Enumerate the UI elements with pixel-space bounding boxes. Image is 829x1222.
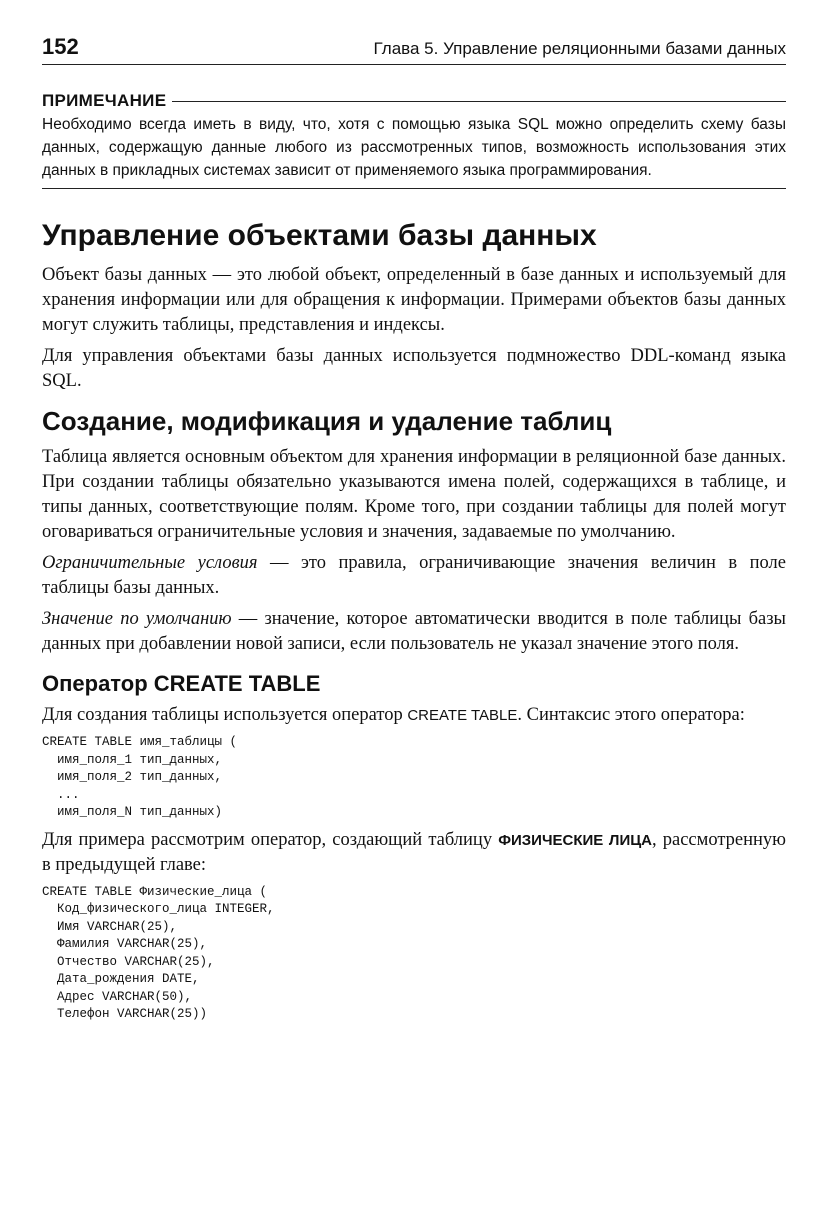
paragraph-constraints bbox=[42, 551, 786, 601]
example-intro-tail: , рассмотренную в предыдущей главе: bbox=[42, 829, 786, 875]
paragraph-table-definition: Таблица является основным объектом для хранения информации в реляционной базе данных. При создании таблицы обязательно указываются имена полей, содержащихся в таблице, и типы данных, соответствующие полям. Кроме того, при создании таблицы для полей могут оговариваться ограничительные условия и значения, задаваемые по умолчанию. bbox=[42, 447, 786, 542]
note-box bbox=[42, 91, 786, 189]
book-page bbox=[42, 34, 786, 1030]
section-heading-tables: Создание, модификация и удаление таблиц bbox=[42, 406, 612, 436]
code-create-table-syntax: CREATE TABLE имя_таблицы ( имя_поля_1 тип_данных, имя_поля_2 тип_данных, ... имя_поля_N тип_данных) bbox=[42, 735, 238, 819]
term-default-value: Значение по умолчанию bbox=[42, 609, 232, 629]
table-name-physical-persons: ФИЗИЧЕСКИЕ ЛИЦА bbox=[498, 831, 653, 849]
keyword-create-table: CREATE TABLE bbox=[407, 707, 518, 724]
code-create-table-example: CREATE TABLE Физические_лица ( Код_физического_лица INTEGER, Имя VARCHAR(25), Фамилия VARCHAR(25), Отчество VARCHAR(25), Дата_рождения DATE, Адрес VARCHAR(50), Телефон VARCHAR(25)) bbox=[42, 884, 275, 1021]
paragraph-ddl-subset: Для управления объектами базы данных используется подмножество DDL-команд языка SQL. bbox=[42, 346, 786, 391]
note-header bbox=[42, 91, 786, 111]
constraints-definition: — это правила, ограничивающие значения величин в поле таблицы базы данных. bbox=[42, 553, 786, 598]
section-heading-create-table: Оператор CREATE TABLE bbox=[42, 671, 321, 696]
note-rule bbox=[172, 101, 786, 102]
page-number: 152 bbox=[42, 34, 79, 59]
chapter-title: Глава 5. Управление реляционными базами данных bbox=[373, 39, 786, 58]
running-header bbox=[42, 34, 786, 65]
note-title: ПРИМЕЧАНИЕ bbox=[42, 91, 167, 110]
section-heading-objects: Управление объектами базы данных bbox=[42, 219, 597, 252]
paragraph-default-value bbox=[42, 607, 786, 657]
paragraph-object-definition: Объект базы данных — это любой объект, определенный в базе данных и используемый для хранения информации или для обращения к информации. Примерами объектов базы данных могут служить таблицы, представления и индексы. bbox=[42, 265, 786, 335]
term-constraints: Ограничительные условия bbox=[42, 553, 258, 573]
paragraph-example-intro bbox=[42, 828, 786, 878]
example-intro-text: Для примера рассмотрим оператор, создающий таблицу bbox=[42, 829, 499, 850]
paragraph-create-syntax-intro bbox=[42, 703, 786, 728]
syntax-intro-tail: . Синтаксис этого оператора: bbox=[517, 705, 745, 725]
default-value-definition: — значение, которое автоматически вводится в поле таблицы базы данных при добавлении новой записи, если пользователь не указал значение этого поля. bbox=[42, 609, 786, 654]
note-text: Необходимо всегда иметь в виду, что, хотя с помощью языка SQL можно определить схему базы данных, содержащую данные любого из рассмотренных типов, возможность использования этих данных в прикладных системах зависит от применяемого языка программирования. bbox=[42, 116, 786, 179]
syntax-intro-text: Для создания таблицы используется оператор bbox=[42, 705, 408, 725]
